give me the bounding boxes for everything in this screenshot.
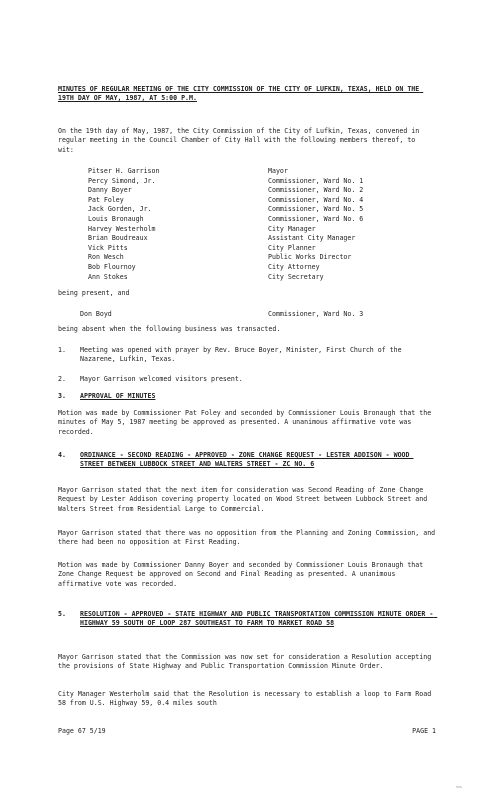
absent-note: being absent when the following business was transacted. [58, 325, 281, 333]
intro-paragraph: On the 19th day of May, 1987, the City Commission of the City of Lufkin, Texas, convened in regular meeting in the Council Chamber of City Hall with the following members thereof, to wit: [58, 127, 424, 154]
agenda-item [58, 375, 436, 384]
roster-row [88, 263, 428, 273]
section-paragraph: Mayor Garrison stated that the next item for consideration was Second Reading of Zone Change Request by Lester Addison covering property located on Wood Street between Lubbock Street and Walters Street from Residential Large to Commercial. [58, 486, 432, 513]
member-title: Mayor [268, 167, 288, 175]
member-title: Public Works Director [268, 253, 352, 262]
section-paragraph: Motion was made by Commissioner Pat Foley and seconded by Commissioner Louis Bronaugh that the minutes of May 5, 1987 meeting be approved as presented. A unanimous affirmative vote was recorded. [58, 409, 436, 436]
member-name: Jack Gorden, Jr. [88, 205, 152, 214]
member-title: Commissioner, Ward No. 4 [268, 195, 364, 204]
section-heading [58, 392, 436, 401]
member-name: Danny Boyer [88, 186, 132, 195]
member-name: Pitser H. Garrison [88, 167, 160, 175]
member-name: Ron Wesch [88, 253, 124, 262]
section-paragraph: Motion was made by Commissioner Danny Boyer and seconded by Commissioner Louis Bronaugh that Zone Change Request be approved on Second and Final Reading as presented. A unanimous affirmative vote was recorded. [58, 561, 428, 588]
roster-row [88, 234, 428, 244]
absent-name: Don Boyd [80, 310, 112, 318]
absent-title: Commissioner, Ward No. 3 [268, 310, 364, 318]
section-title: APPROVAL OF MINUTES [80, 392, 156, 400]
section-title: RESOLUTION - APPROVED - STATE HIGHWAY AND PUBLIC TRANSPORTATION COMMISSION MINUTE ORDER - HIGHWAY 59 SOUTH OF LOOP 287 SOUTHEAST TO FARM TO MARKET ROAD 58 [80, 610, 438, 628]
member-title: City Attorney [268, 262, 320, 271]
member-name: Harvey Westerholm [88, 224, 156, 233]
item-text: Mayor Garrison welcomed visitors present. [80, 375, 243, 383]
member-title: City Planner [268, 243, 316, 252]
roster-row [88, 196, 428, 206]
roster-row [88, 186, 428, 196]
agenda-item [58, 346, 436, 365]
member-name: Bob Flournoy [88, 262, 136, 271]
section-paragraph: Mayor Garrison stated that there was no opposition from the Planning and Zoning Commission, and there had been no opposition at First Reading. [58, 529, 440, 547]
section-number: 3. [58, 392, 66, 400]
section-heading [58, 451, 436, 470]
section-title: ORDINANCE - SECOND READING - APPROVED - ZONE CHANGE REQUEST - LESTER ADDISON - WOOD STREET BETWEEN LUBBOCK STREET AND WALTERS STREET - ZC NO. 6 [80, 451, 414, 469]
roster-row [88, 177, 428, 187]
member-name: Louis Bronaugh [88, 214, 144, 223]
member-name: Ann Stokes [88, 272, 128, 281]
present-label: being present, and [58, 289, 130, 297]
section-paragraph: City Manager Westerholm said that the Resolution is necessary to establish a loop to Farm Road 58 from U.S. Highway 59, 0.4 miles south [58, 690, 436, 708]
page-number: PAGE 1 [412, 727, 436, 735]
member-name: Pat Foley [88, 195, 124, 204]
minutes-title: MINUTES OF REGULAR MEETING OF THE CITY COMMISSION OF THE CITY OF LUFKIN, TEXAS, HELD ON THE 19TH DAY OF MAY, 1987, AT 5:00 P.M. [58, 85, 424, 103]
item-text: Meeting was opened with prayer by Rev. Bruce Boyer, Minister, First Church of the Nazarene, Lufkin, Texas. [80, 346, 406, 364]
roster-row [88, 205, 428, 215]
section-number: 5. [58, 610, 66, 618]
footer-reference: Page 67 5/19 [58, 727, 106, 735]
member-title: Commissioner, Ward No. 1 [268, 176, 364, 185]
absent-member [80, 310, 435, 319]
member-title: Commissioner, Ward No. 6 [268, 214, 364, 223]
section-paragraph: Mayor Garrison stated that the Commission was now set for consideration a Resolution accepting the provisions of State Highway and Public Transportation Commission Minute Order. [58, 653, 436, 671]
roster-row [88, 273, 428, 283]
member-title: Commissioner, Ward No. 2 [268, 186, 364, 195]
item-number: 1. [58, 346, 66, 354]
roster-row [88, 167, 428, 177]
member-name: Percy Simond, Jr. [88, 176, 156, 185]
roster-row [88, 244, 428, 254]
section-number: 4. [58, 451, 66, 459]
item-number: 2. [58, 375, 66, 383]
page-footer [58, 727, 436, 736]
member-title: City Secretary [268, 272, 324, 281]
roster-row [88, 215, 428, 225]
member-name: Vick Pitts [88, 243, 128, 252]
member-title: City Manager [268, 224, 316, 233]
attendance-roster [88, 167, 428, 282]
member-name: Brian Boudreaux [88, 234, 148, 243]
section-heading [58, 610, 436, 629]
roster-row [88, 253, 428, 263]
roster-row [88, 225, 428, 235]
corner-mark: ~~ [456, 785, 463, 791]
member-title: Assistant City Manager [268, 234, 356, 243]
member-title: Commissioner, Ward No. 5 [268, 205, 364, 214]
